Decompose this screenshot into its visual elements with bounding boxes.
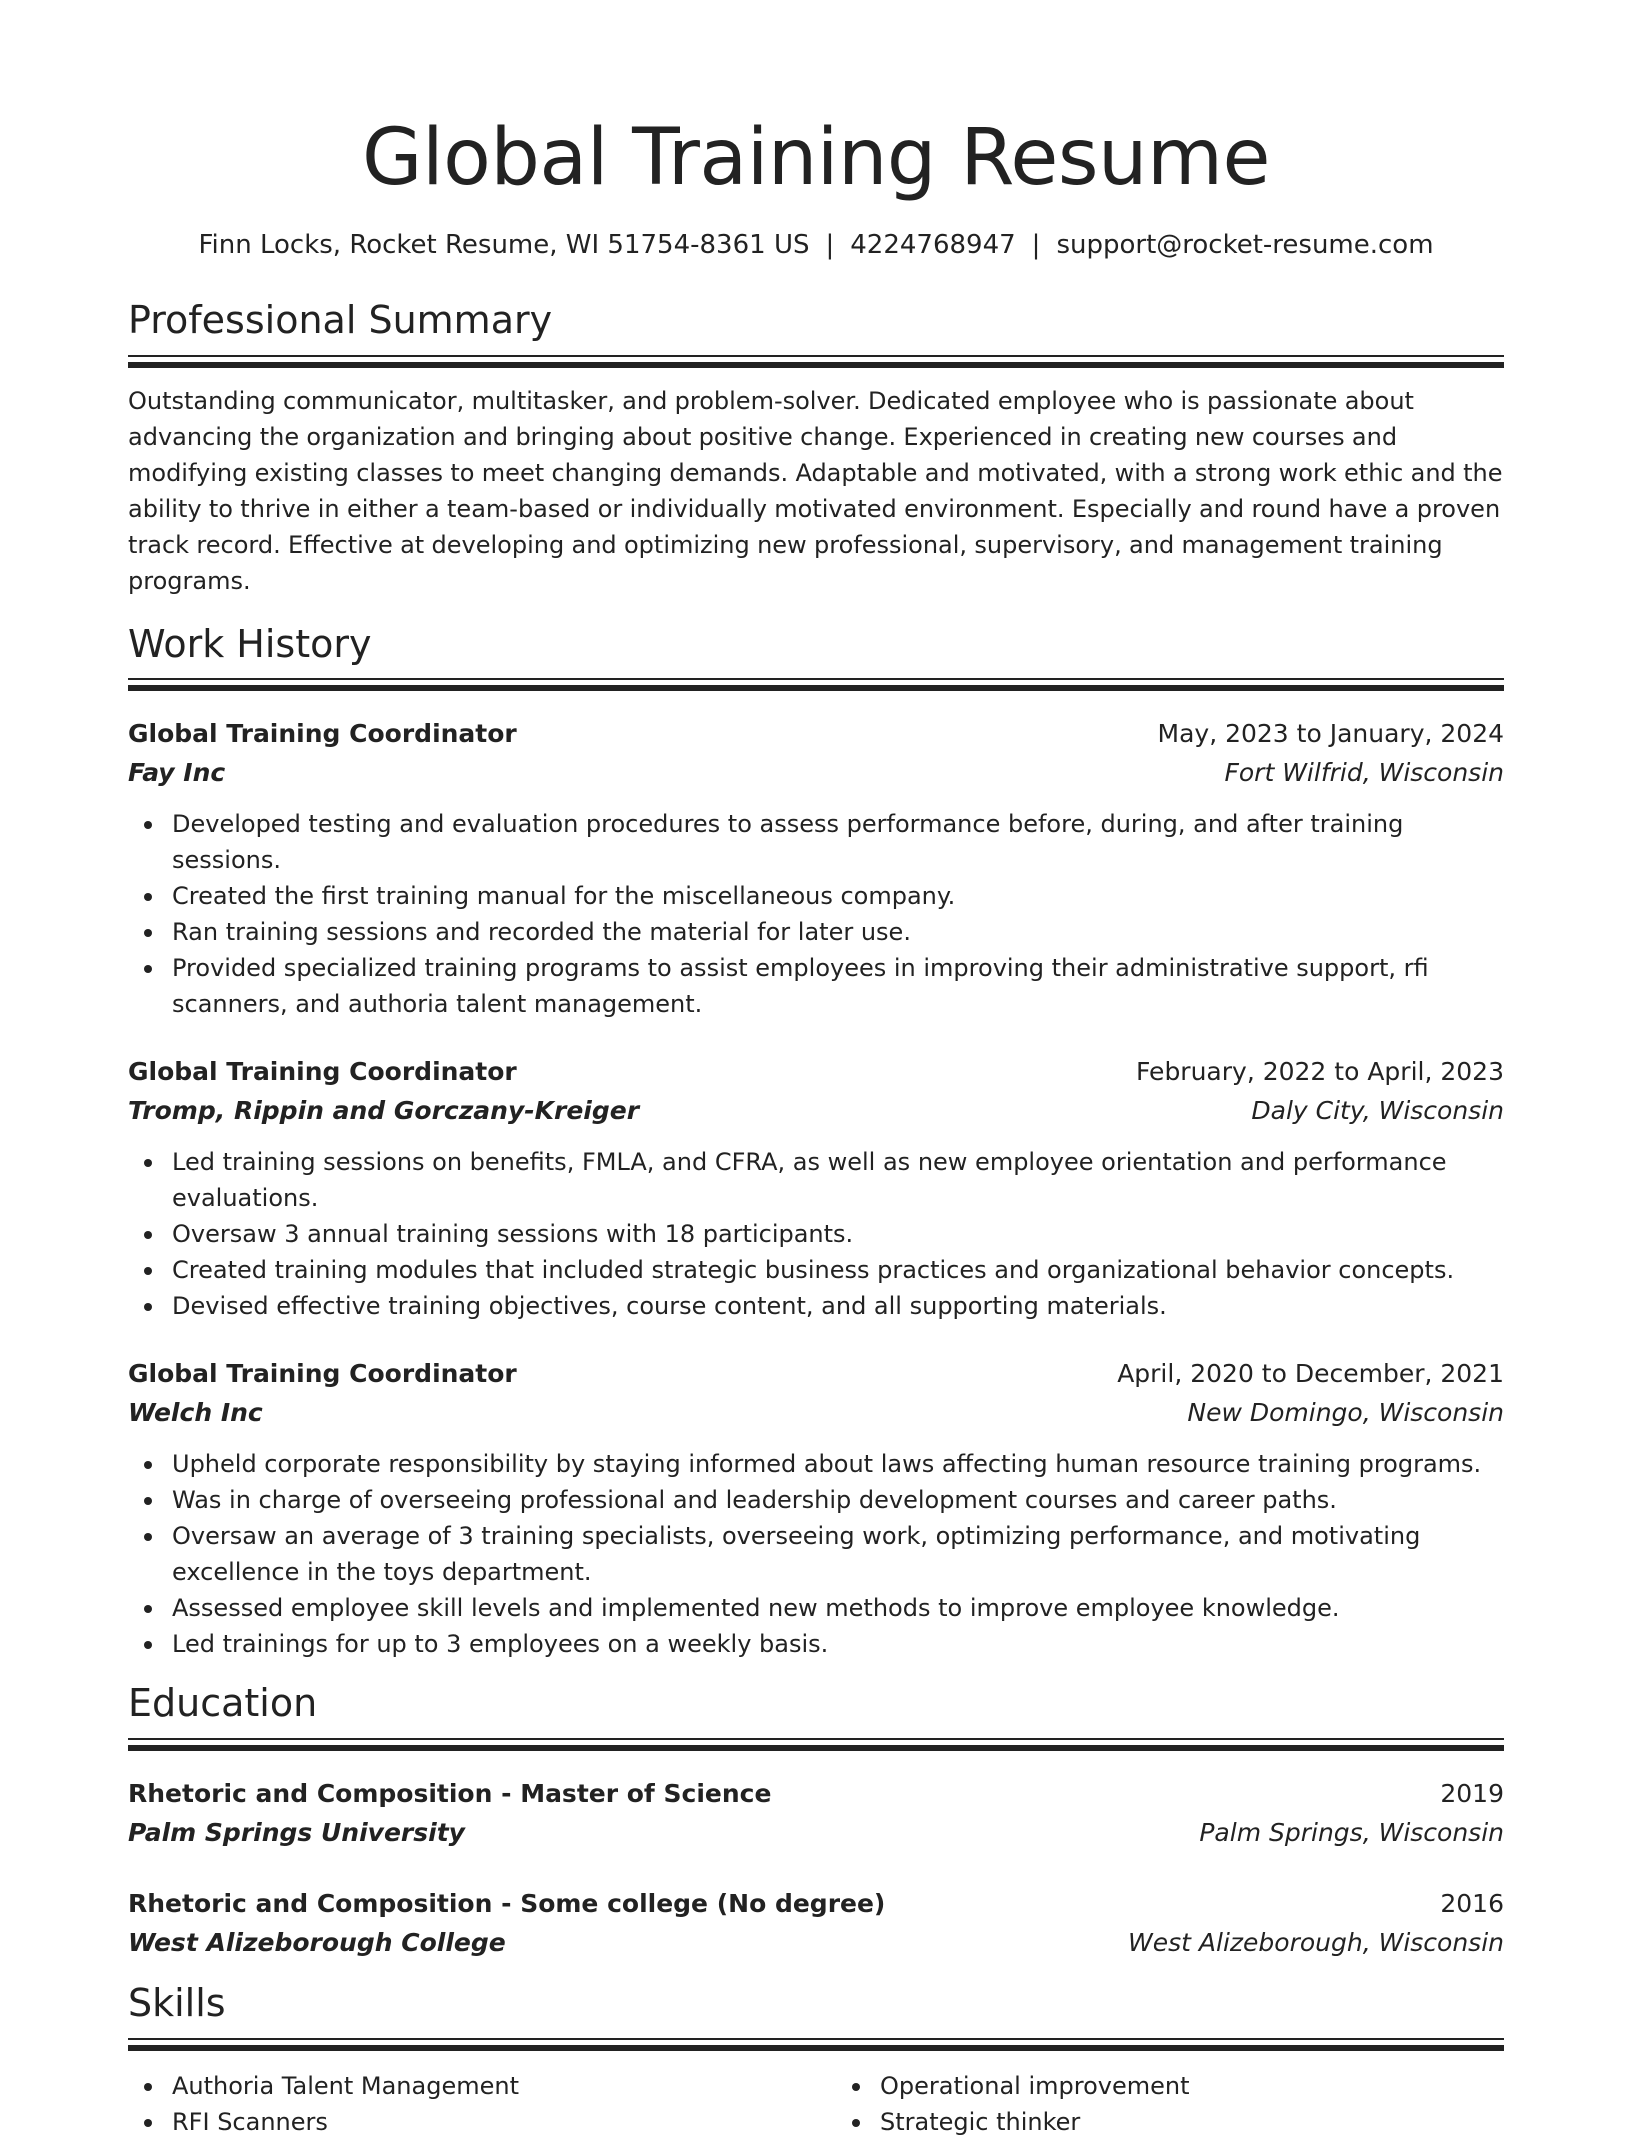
summary-section bbox=[128, 299, 1504, 599]
section-divider bbox=[128, 2038, 1504, 2054]
job-bullet: Led trainings for up to 3 employees on a weekly basis. bbox=[172, 1626, 1504, 1662]
job-company: Fay Inc bbox=[128, 758, 226, 788]
education-location: West Alizeborough, Wisconsin bbox=[1128, 1928, 1504, 1958]
job-location: Daly City, Wisconsin bbox=[1251, 1096, 1504, 1126]
education-year: 2019 bbox=[1440, 1779, 1504, 1809]
job-entry bbox=[128, 1354, 1504, 1662]
job-bullet: Devised effective training objectives, course content, and all supporting materials. bbox=[172, 1288, 1504, 1324]
section-divider bbox=[128, 678, 1504, 694]
section-divider bbox=[128, 355, 1504, 371]
job-company-row bbox=[128, 1091, 1504, 1130]
job-header-row bbox=[128, 1354, 1504, 1393]
job-bullet: Oversaw 3 annual training sessions with 18 participants. bbox=[172, 1216, 1504, 1252]
section-title-education: Education bbox=[128, 1681, 318, 1726]
job-entry bbox=[128, 1052, 1504, 1324]
job-dates: February, 2022 to April, 2023 bbox=[1136, 1057, 1504, 1087]
section-title-summary: Professional Summary bbox=[128, 298, 553, 343]
job-title: Global Training Coordinator bbox=[128, 1359, 517, 1389]
job-bullet: Was in charge of overseeing professional and leadership development courses and career paths. bbox=[172, 1482, 1504, 1518]
skill-item: Authoria Talent Management bbox=[172, 2068, 796, 2104]
summary-text: Outstanding communicator, multitasker, and problem-solver. Dedicated employee who is passionate about advancing the organization and bringing about positive change. Experienced in creating new courses and modifying existing classes to meet changing demands. Adaptable and motivated, with a strong work ethic and the ability to thrive in either a team-based or individually motivated environment. Especially and round have a proven track record. Effective at developing and optimizing new professional, supervisory, and management training programs. bbox=[128, 386, 1503, 595]
contact-separator: | bbox=[825, 229, 835, 260]
job-company-row bbox=[128, 1393, 1504, 1432]
education-school-row bbox=[128, 1813, 1504, 1852]
contact-address: Finn Locks, Rocket Resume, WI 51754-8361 US bbox=[198, 229, 810, 260]
job-header-row bbox=[128, 714, 1504, 753]
skills-grid bbox=[128, 2068, 1504, 2140]
education-degree: Rhetoric and Composition - Some college (No degree) bbox=[128, 1889, 886, 1919]
job-company-row bbox=[128, 753, 1504, 792]
education-year: 2016 bbox=[1440, 1889, 1504, 1919]
job-dates: April, 2020 to December, 2021 bbox=[1117, 1359, 1504, 1389]
education-school: Palm Springs University bbox=[128, 1818, 465, 1848]
section-divider bbox=[128, 1738, 1504, 1754]
job-bullet: Oversaw an average of 3 training specialists, overseeing work, optimizing performance, and motivating excellence in the toys department. bbox=[172, 1518, 1504, 1590]
education-header-row bbox=[128, 1774, 1504, 1813]
skill-item: Strategic thinker bbox=[880, 2104, 1504, 2140]
section-title-work-history: Work History bbox=[128, 621, 372, 666]
job-company: Welch Inc bbox=[128, 1398, 263, 1428]
job-bullet: Led training sessions on benefits, FMLA, and CFRA, as well as new employee orientation and performance evaluations. bbox=[172, 1144, 1504, 1216]
job-entry bbox=[128, 714, 1504, 1022]
job-location: Fort Wilfrid, Wisconsin bbox=[1224, 758, 1504, 788]
job-bullets bbox=[128, 1144, 1504, 1324]
education-school-row bbox=[128, 1923, 1504, 1962]
education-entry bbox=[128, 1884, 1504, 1962]
contact-phone: 4224768947 bbox=[850, 229, 1016, 260]
job-header-row bbox=[128, 1052, 1504, 1091]
education-section bbox=[128, 1682, 1504, 1962]
education-location: Palm Springs, Wisconsin bbox=[1199, 1818, 1504, 1848]
education-header-row bbox=[128, 1884, 1504, 1923]
job-bullet: Created training modules that included strategic business practices and organizational behavior concepts. bbox=[172, 1252, 1504, 1288]
job-bullets bbox=[128, 1446, 1504, 1662]
skills-column-right bbox=[836, 2068, 1504, 2140]
job-title: Global Training Coordinator bbox=[128, 719, 517, 749]
resume-title: Global Training Resume bbox=[362, 113, 1270, 203]
job-bullet: Ran training sessions and recorded the material for later use. bbox=[172, 914, 1504, 950]
job-bullet: Developed testing and evaluation procedures to assess performance before, during, and after training sessions. bbox=[172, 806, 1504, 878]
job-bullet: Upheld corporate responsibility by staying informed about laws affecting human resource training programs. bbox=[172, 1446, 1504, 1482]
skill-item: RFI Scanners bbox=[172, 2104, 796, 2140]
education-entry bbox=[128, 1774, 1504, 1852]
job-title: Global Training Coordinator bbox=[128, 1057, 517, 1087]
job-bullet: Created the first training manual for the miscellaneous company. bbox=[172, 878, 1504, 914]
job-company: Tromp, Rippin and Gorczany-Kreiger bbox=[128, 1096, 640, 1126]
job-bullets bbox=[128, 806, 1504, 1022]
skills-section bbox=[128, 1982, 1504, 2140]
education-school: West Alizeborough College bbox=[128, 1928, 506, 1958]
skill-item: Operational improvement bbox=[880, 2068, 1504, 2104]
contact-separator: | bbox=[1031, 229, 1041, 260]
section-title-skills: Skills bbox=[128, 1981, 226, 2026]
job-dates: May, 2023 to January, 2024 bbox=[1157, 719, 1504, 749]
job-bullet: Assessed employee skill levels and implemented new methods to improve employee knowledge. bbox=[172, 1590, 1504, 1626]
contact-email: support@rocket-resume.com bbox=[1056, 229, 1434, 260]
job-bullet: Provided specialized training programs to assist employees in improving their administrative support, rfi scanners, and authoria talent management. bbox=[172, 950, 1504, 1022]
job-location: New Domingo, Wisconsin bbox=[1187, 1398, 1504, 1428]
contact-line bbox=[128, 230, 1504, 261]
skills-column-left bbox=[128, 2068, 796, 2140]
work-history-section bbox=[128, 623, 1504, 1663]
education-degree: Rhetoric and Composition - Master of Science bbox=[128, 1779, 772, 1809]
